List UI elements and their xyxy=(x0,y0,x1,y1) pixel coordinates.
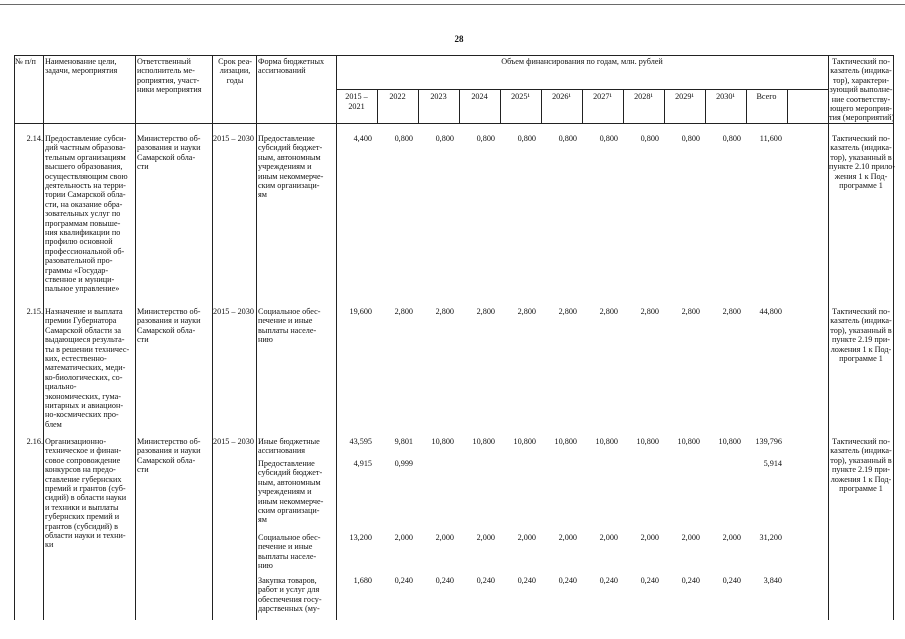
value-cell: 2,000 xyxy=(476,533,495,542)
year-column-border xyxy=(787,89,788,123)
row-responsible: сти xyxy=(137,162,149,172)
value-cell: 4,400 xyxy=(353,134,372,143)
value-cell: 2,800 xyxy=(476,307,495,316)
row-indicator: тор), указанный в xyxy=(830,455,892,465)
year-header: 2030¹ xyxy=(716,92,735,101)
value-cell: 2,000 xyxy=(558,533,577,542)
year-header: 2024 xyxy=(471,92,488,101)
row-name: сти, на оказание обра- xyxy=(45,199,123,209)
year-header: 2029¹ xyxy=(675,92,694,101)
value-cell: 2,800 xyxy=(640,307,659,316)
value-cell: 2,000 xyxy=(599,533,618,542)
year-header: 2026¹ xyxy=(552,92,571,101)
header-name: Наименование цели, xyxy=(45,57,117,66)
row-form: работ и услуг для xyxy=(258,585,320,595)
value-cell: 0,240 xyxy=(394,576,413,585)
row-name: совое сопровождение xyxy=(45,455,121,465)
row-indicator: Тактический по- xyxy=(832,307,890,316)
value-cell: 2,800 xyxy=(599,307,618,316)
row-form: учреждениям и xyxy=(258,487,312,497)
value-cell: 0,800 xyxy=(640,134,659,143)
row-indicator: казатель (индика- xyxy=(830,316,892,326)
row-name: математических, меди- xyxy=(45,363,126,373)
row-indicator: пункте 2.10 прило- xyxy=(829,162,896,172)
value-cell: 10,800 xyxy=(636,437,659,446)
value-cell: 2,000 xyxy=(722,533,741,542)
column-border xyxy=(135,55,136,620)
year-header: Всего xyxy=(756,92,777,101)
row-name: зовательных услуг по xyxy=(45,209,121,219)
value-cell: 0,240 xyxy=(558,576,577,585)
value-cell: 2,000 xyxy=(640,533,659,542)
row-indicator: казатель (индика- xyxy=(830,446,892,456)
row-name: Самарской области за xyxy=(45,325,121,335)
row-name: Назначение и выплата xyxy=(45,307,123,316)
row-responsible: Министерство об- xyxy=(137,134,201,143)
row-name: премии Губернатора xyxy=(45,316,117,326)
value-cell: 9,801 xyxy=(394,437,413,446)
value-cell: 10,800 xyxy=(513,437,536,446)
row-responsible: Самарской обла- xyxy=(137,325,196,335)
header-indicator: Тактический по- xyxy=(832,57,890,66)
value-cell: 0,240 xyxy=(476,576,495,585)
row-indicator: казатель (индика- xyxy=(830,143,892,153)
header-indicator: ющего мероприя- xyxy=(830,104,892,113)
value-cell: 0,240 xyxy=(599,576,618,585)
value-cell: 0,240 xyxy=(435,576,454,585)
value-cell: 10,800 xyxy=(677,437,700,446)
row-responsible: сти xyxy=(137,335,149,345)
row-name: техническое и финан- xyxy=(45,446,122,456)
year-header: 2022 xyxy=(389,92,406,101)
value-cell: 10,800 xyxy=(472,437,495,446)
row-form: Социальное обес- xyxy=(258,533,321,542)
header-term: Срок реа- xyxy=(218,57,252,66)
row-form: Предоставление xyxy=(258,459,315,468)
row-term: 2015 – 2030 xyxy=(213,437,254,446)
row-form: иным некоммерче- xyxy=(258,496,324,506)
value-cell: 2,800 xyxy=(558,307,577,316)
row-form: дарственных (му- xyxy=(258,604,320,614)
value-cell: 0,800 xyxy=(558,134,577,143)
row-name: ко-биологических, со- xyxy=(45,372,123,382)
value-cell: 0,800 xyxy=(681,134,700,143)
row-indicator: пункте 2.19 при- xyxy=(832,465,890,475)
value-cell: 139,796 xyxy=(755,437,782,446)
row-indicator: пункте 2.19 при- xyxy=(832,335,890,345)
value-cell: 0,800 xyxy=(476,134,495,143)
row-form: выплаты населе- xyxy=(258,551,317,561)
header-term: годы xyxy=(226,75,244,85)
header-number: № п/п xyxy=(15,57,36,66)
row-name: сидий) в области науки xyxy=(45,493,127,503)
header-indicator: тия (мероприятий) xyxy=(829,113,895,123)
value-cell: 13,200 xyxy=(349,533,372,542)
row-name: конкурсов на предо- xyxy=(45,465,116,475)
year-header: 2023 xyxy=(430,92,447,101)
year-header: 2021 xyxy=(348,101,365,111)
row-form: ям xyxy=(258,515,267,525)
header-name: задачи, мероприятия xyxy=(45,66,118,76)
row-responsible: разования и науки xyxy=(137,446,201,456)
value-cell: 31,200 xyxy=(759,533,782,542)
value-cell: 0,240 xyxy=(640,576,659,585)
value-cell: 10,800 xyxy=(595,437,618,446)
column-border xyxy=(43,55,44,620)
value-cell: 0,240 xyxy=(722,576,741,585)
row-name: осуществляющим свою xyxy=(45,171,128,181)
header-term: лизации, xyxy=(219,66,251,76)
row-form: Социальное обес- xyxy=(258,307,321,316)
row-name: премий и грантов (суб- xyxy=(45,484,126,493)
header-indicator: зующий выполне- xyxy=(829,85,893,95)
row-form: печение и иные xyxy=(258,316,313,326)
value-cell: 19,600 xyxy=(349,307,372,316)
row-term: 2015 – 2030 xyxy=(213,134,254,143)
year-header: 2027¹ xyxy=(593,92,612,101)
row-name: ты в решении техничес- xyxy=(45,344,130,354)
row-form: обеспечения госу- xyxy=(258,594,322,604)
year-header: 2028¹ xyxy=(634,92,653,101)
row-indicator: ложения 1 к Под- xyxy=(830,474,892,484)
year-header: 2025¹ xyxy=(511,92,530,101)
row-name: циально- xyxy=(45,382,77,392)
row-name: граммы «Государ- xyxy=(45,265,109,275)
value-cell: 0,800 xyxy=(722,134,741,143)
row-form: нию xyxy=(258,335,273,345)
header-responsible: Ответственный xyxy=(137,57,191,66)
header-responsible: исполнитель ме- xyxy=(137,66,195,76)
row-name: тории Самарской обла- xyxy=(45,190,126,200)
value-cell: 10,800 xyxy=(554,437,577,446)
value-cell: 0,800 xyxy=(394,134,413,143)
row-name: ния квалификации по xyxy=(45,228,121,237)
header-form: Форма бюджетных xyxy=(258,57,325,66)
row-number: 2.16. xyxy=(26,437,43,446)
row-indicator: программе 1 xyxy=(839,181,883,190)
row-name: Организационно- xyxy=(45,437,107,446)
row-name: высшего образования, xyxy=(45,162,123,172)
row-indicator: Тактический по- xyxy=(832,437,890,446)
value-cell: 0,240 xyxy=(517,576,536,585)
row-name: профилю основной xyxy=(45,237,113,247)
row-form: ным, автономным xyxy=(258,152,321,162)
row-name: области науки и техни- xyxy=(45,531,126,540)
header-responsible: ники мероприятия xyxy=(137,85,202,95)
row-indicator: тор), указанный в xyxy=(830,325,892,335)
page-top-rule xyxy=(0,4,905,5)
row-form: Закупка товаров, xyxy=(258,576,317,585)
row-name: нитарных и авиацион- xyxy=(45,401,124,410)
row-name: губернских премий и xyxy=(45,512,120,522)
page-number: 28 xyxy=(454,34,464,44)
row-responsible: сти xyxy=(137,465,149,475)
row-indicator: жения 1 к Под- xyxy=(834,171,888,181)
row-name: разовательной про- xyxy=(45,256,113,266)
value-cell: 2,800 xyxy=(722,307,741,316)
value-cell: 11,600 xyxy=(759,134,782,143)
value-cell: 1,680 xyxy=(353,576,372,585)
row-form: нию xyxy=(258,561,273,571)
value-cell: 2,800 xyxy=(394,307,413,316)
value-cell: 2,800 xyxy=(435,307,454,316)
row-name: грантов (субсидий) в xyxy=(45,521,118,531)
value-cell: 44,800 xyxy=(759,307,782,316)
row-responsible: разования и науки xyxy=(137,143,201,153)
value-cell: 43,595 xyxy=(349,437,372,446)
row-name: и техники и выплаты xyxy=(45,502,119,512)
value-cell: 4,915 xyxy=(353,459,372,468)
row-number: 2.14. xyxy=(26,134,43,143)
row-indicator: тор), указанный в xyxy=(830,152,892,162)
row-name: пальное управление» xyxy=(45,284,120,294)
row-form: Иные бюджетные xyxy=(258,437,320,446)
row-indicator: ложения 1 к Под- xyxy=(830,344,892,354)
row-form: ским организаци- xyxy=(258,181,320,190)
row-indicator: программе 1 xyxy=(839,354,883,363)
table-top-border xyxy=(14,55,893,56)
row-form: выплаты населе- xyxy=(258,325,317,335)
row-name: профессиональной об- xyxy=(45,246,125,256)
header-indicator: тор), характери- xyxy=(832,75,890,85)
row-indicator: программе 1 xyxy=(839,484,883,493)
value-cell: 2,000 xyxy=(517,533,536,542)
row-name: ставление губернских xyxy=(45,474,122,484)
row-name: Предоставление субси- xyxy=(45,134,127,143)
row-name: выдающиеся результа- xyxy=(45,335,125,345)
row-name: деятельность на терри- xyxy=(45,181,126,190)
row-form: ям xyxy=(258,190,267,200)
row-responsible: Министерство об- xyxy=(137,437,201,446)
header-bottom-rule xyxy=(14,123,893,124)
value-cell: 10,800 xyxy=(718,437,741,446)
column-border xyxy=(893,55,894,620)
row-name: но-космических про- xyxy=(45,410,119,420)
row-form: ным, автономным xyxy=(258,477,321,487)
row-name: экономических, гума- xyxy=(45,391,122,401)
value-cell: 2,800 xyxy=(681,307,700,316)
value-cell: 0,240 xyxy=(681,576,700,585)
row-responsible: Министерство об- xyxy=(137,307,201,316)
row-name: тельным организациям xyxy=(45,152,126,162)
row-name: ственное и муници- xyxy=(45,275,115,284)
row-form: иным некоммерче- xyxy=(258,171,324,181)
row-form: Предоставление xyxy=(258,134,315,143)
row-form: ским организаци- xyxy=(258,506,320,515)
row-name: программам повыше- xyxy=(45,218,121,228)
year-header: 2015 – xyxy=(345,92,368,101)
row-responsible: Самарской обла- xyxy=(137,152,196,162)
header-form: ассигнований xyxy=(258,66,306,76)
value-cell: 3,840 xyxy=(763,576,782,585)
row-form: субсидий бюджет- xyxy=(258,143,323,153)
row-name: ких, естественно- xyxy=(45,354,107,363)
value-cell: 2,800 xyxy=(517,307,536,316)
row-term: 2015 – 2030 xyxy=(213,307,254,316)
value-cell: 2,000 xyxy=(394,533,413,542)
value-cell: 0,999 xyxy=(394,459,413,468)
row-name: блем xyxy=(45,419,62,429)
value-cell: 5,914 xyxy=(763,459,782,468)
value-cell: 0,800 xyxy=(599,134,618,143)
value-cell: 0,800 xyxy=(517,134,536,143)
header-responsible: роприятия, участ- xyxy=(137,75,200,85)
header-indicator: казатель (индика- xyxy=(830,66,892,76)
row-form: субсидий бюджет- xyxy=(258,468,323,478)
value-cell: 2,000 xyxy=(435,533,454,542)
row-name: ки xyxy=(45,540,54,550)
row-form: учреждениям и xyxy=(258,162,312,172)
row-name: дий частным образова- xyxy=(45,143,126,153)
row-form: ассигнования xyxy=(258,446,306,456)
row-form: печение и иные xyxy=(258,542,313,552)
value-cell: 2,000 xyxy=(681,533,700,542)
header-financing: Объем финансирования по годам, млн. рублей xyxy=(501,57,663,66)
row-responsible: разования и науки xyxy=(137,316,201,326)
row-responsible: Самарской обла- xyxy=(137,455,196,465)
row-indicator: Тактический по- xyxy=(832,134,890,143)
row-number: 2.15. xyxy=(26,307,43,316)
value-cell: 0,800 xyxy=(435,134,454,143)
value-cell: 10,800 xyxy=(431,437,454,446)
header-indicator: ние соответству- xyxy=(831,94,891,104)
